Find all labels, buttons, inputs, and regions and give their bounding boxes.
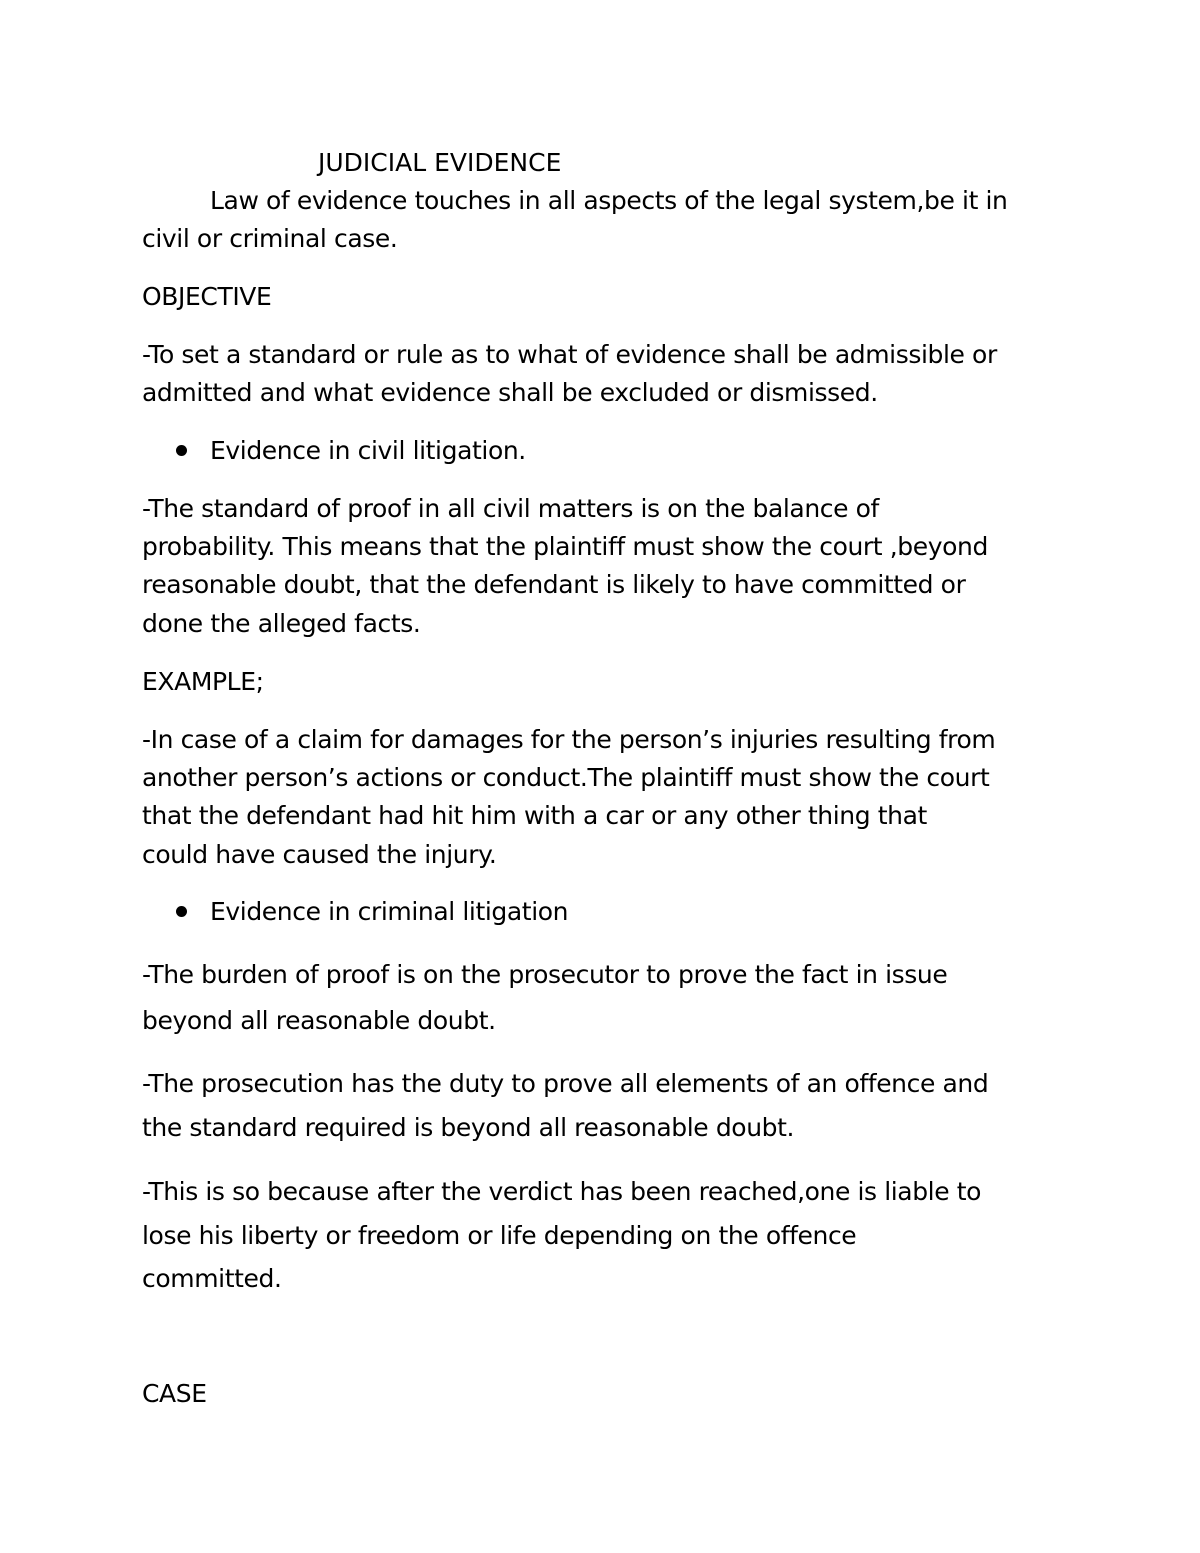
bullet-dot-civil (176, 445, 187, 456)
case-heading: CASE (142, 1379, 207, 1408)
criminal-para1-line-2: beyond all reasonable doubt. (142, 1006, 496, 1035)
bullet-criminal-litigation: Evidence in criminal litigation (210, 897, 569, 926)
example-line-2: another person’s actions or conduct.The plaintiff must show the court (142, 763, 990, 792)
objective-heading: OBJECTIVE (142, 282, 272, 311)
bullet-dot-criminal (176, 906, 187, 917)
example-line-4: could have caused the injury. (142, 840, 497, 869)
civil-line-2: probability. This means that the plaintiff must show the court ,beyond (142, 532, 988, 561)
civil-line-3: reasonable doubt, that the defendant is likely to have committed or (142, 570, 966, 599)
criminal-para2-line-2: the standard required is beyond all reasonable doubt. (142, 1113, 795, 1142)
intro-line-2: civil or criminal case. (142, 224, 398, 253)
criminal-para1-line-1: -The burden of proof is on the prosecutor to prove the fact in issue (142, 960, 948, 989)
example-line-1: -In case of a claim for damages for the person’s injuries resulting from (142, 725, 996, 754)
criminal-para3-line-3: committed. (142, 1264, 282, 1293)
objective-line-2: admitted and what evidence shall be excluded or dismissed. (142, 378, 878, 407)
example-heading: EXAMPLE; (142, 667, 264, 696)
criminal-para2-line-1: -The prosecution has the duty to prove all elements of an offence and (142, 1069, 989, 1098)
example-line-3: that the defendant had hit him with a car or any other thing that (142, 801, 927, 830)
criminal-para3-line-1: -This is so because after the verdict has been reached,one is liable to (142, 1177, 982, 1206)
document-title: JUDICIAL EVIDENCE (318, 148, 562, 177)
bullet-civil-litigation: Evidence in civil litigation. (210, 436, 526, 465)
civil-line-1: -The standard of proof in all civil matters is on the balance of (142, 494, 879, 523)
criminal-para3-line-2: lose his liberty or freedom or life depending on the offence (142, 1221, 857, 1250)
intro-line-1: Law of evidence touches in all aspects of the legal system,be it in (210, 186, 1008, 215)
civil-line-4: done the alleged facts. (142, 609, 421, 638)
objective-line-1: -To set a standard or rule as to what of evidence shall be admissible or (142, 340, 997, 369)
